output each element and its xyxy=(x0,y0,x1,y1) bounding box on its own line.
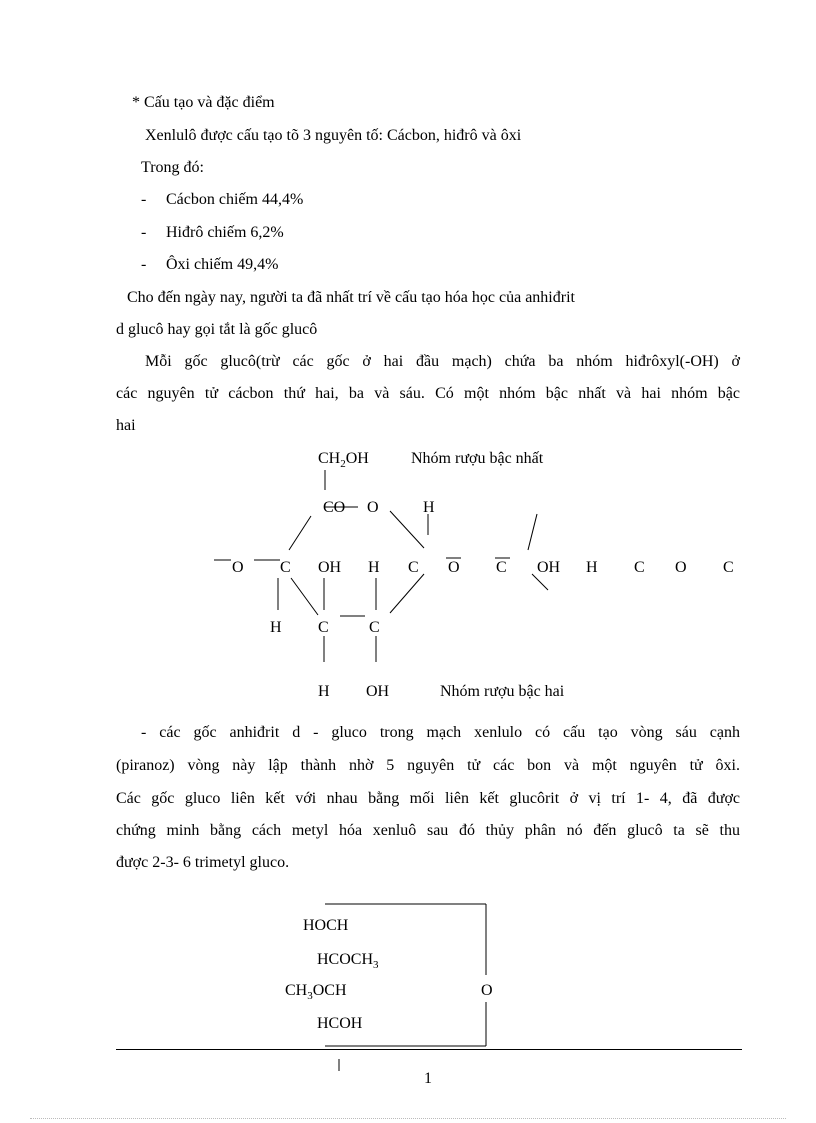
bottom-right-carbon: C xyxy=(369,619,380,636)
page-number: 1 xyxy=(424,1070,432,1087)
top-h: H xyxy=(423,499,435,516)
paragraph-3-line-1: Mỗi gốc glucô(trừ các gốc ở hai đầu mạch) chứa ba nhóm hiđrôxyl(-OH) ở xyxy=(145,353,740,370)
intro-line: Xenlulô được cấu tạo tõ 3 nguyên tố: Cácbon, hiđrô và ôxi xyxy=(145,127,522,144)
formula-row: HCOH xyxy=(317,1015,363,1032)
list-item-text: Cácbon chiếm 44,4% xyxy=(166,191,304,208)
chain-atom: OH xyxy=(318,559,342,576)
chain-atom: H xyxy=(586,559,598,576)
co-group: CO xyxy=(323,499,346,516)
chain-atom: C xyxy=(496,559,507,576)
secondary-alcohol-label: Nhóm rượu bậc hai xyxy=(440,683,565,700)
chain-atom: OH xyxy=(537,559,561,576)
paragraph-2-line-2: d glucô hay gọi tắt là gốc glucô xyxy=(116,321,318,338)
paragraph-3-line-2: các nguyên tử cácbon thứ hai, ba và sáu. Có một nhóm bậc nhất và hai nhóm bậc xyxy=(116,385,740,402)
trong-do-label: Trong đó: xyxy=(141,159,204,176)
bottom-left-carbon: C xyxy=(318,619,329,636)
list-bullet: - xyxy=(141,191,147,208)
chain-atom: H xyxy=(368,559,380,576)
paragraph-4-line-3: Các gốc gluco liên kết với nhau bằng mối liên kết glucôrit ở vị trí 1- 4, đã được xyxy=(116,790,740,807)
list-bullet: - xyxy=(141,256,147,273)
ch2oh-group: $CH_2OH$ xyxy=(318,450,369,470)
bottom-oh: OH xyxy=(366,683,390,700)
list-item-text: Ôxi chiếm 49,4% xyxy=(166,256,279,273)
paragraph-4-line-1: - các gốc anhiđrit d - gluco trong mạch xenlulo có cấu tạo vòng sáu cạnh xyxy=(141,724,740,741)
formula-row: $HCOCH_3$ xyxy=(317,951,379,971)
chain-atom: C xyxy=(723,559,734,576)
ring-oxygen: O xyxy=(481,982,493,999)
formula-row: HOCH xyxy=(303,917,349,934)
paragraph-4-line-4: chứng minh bằng cách metyl hóa xenluô sau đó thủy phân nó đến glucô ta sẽ thu xyxy=(116,822,740,839)
paragraph-3-line-3: hai xyxy=(116,417,136,434)
formula-row: $CH_3OCH$ xyxy=(285,982,347,1002)
bottom-h: H xyxy=(318,683,330,700)
left-h: H xyxy=(270,619,282,636)
paragraph-4-line-2: (piranoz) vòng này lập thành nhờ 5 nguyên tử các bon và một nguyên tử ôxi. xyxy=(116,757,740,774)
chain-atom: O xyxy=(675,559,687,576)
section-title: * Cấu tạo và đặc điểm xyxy=(132,94,275,111)
chain-atom: C xyxy=(634,559,645,576)
list-bullet: - xyxy=(141,224,147,241)
chain-atom: C xyxy=(408,559,419,576)
paragraph-2-line-1: Cho đến ngày nay, người ta đã nhất trí về cấu tạo hóa học của anhiđrit xyxy=(127,289,575,306)
primary-alcohol-label: Nhóm rượu bậc nhất xyxy=(411,450,544,467)
ring-oxygen: O xyxy=(367,499,379,516)
page-bottom-edge xyxy=(30,1118,786,1119)
list-item-text: Hiđrô chiếm 6,2% xyxy=(166,224,284,241)
chain-atom: C xyxy=(280,559,291,576)
chain-atom: O xyxy=(448,559,460,576)
footer-rule xyxy=(116,1049,742,1050)
paragraph-4-line-5: được 2-3- 6 trimetyl gluco. xyxy=(116,854,290,871)
chain-atom: O xyxy=(232,559,244,576)
